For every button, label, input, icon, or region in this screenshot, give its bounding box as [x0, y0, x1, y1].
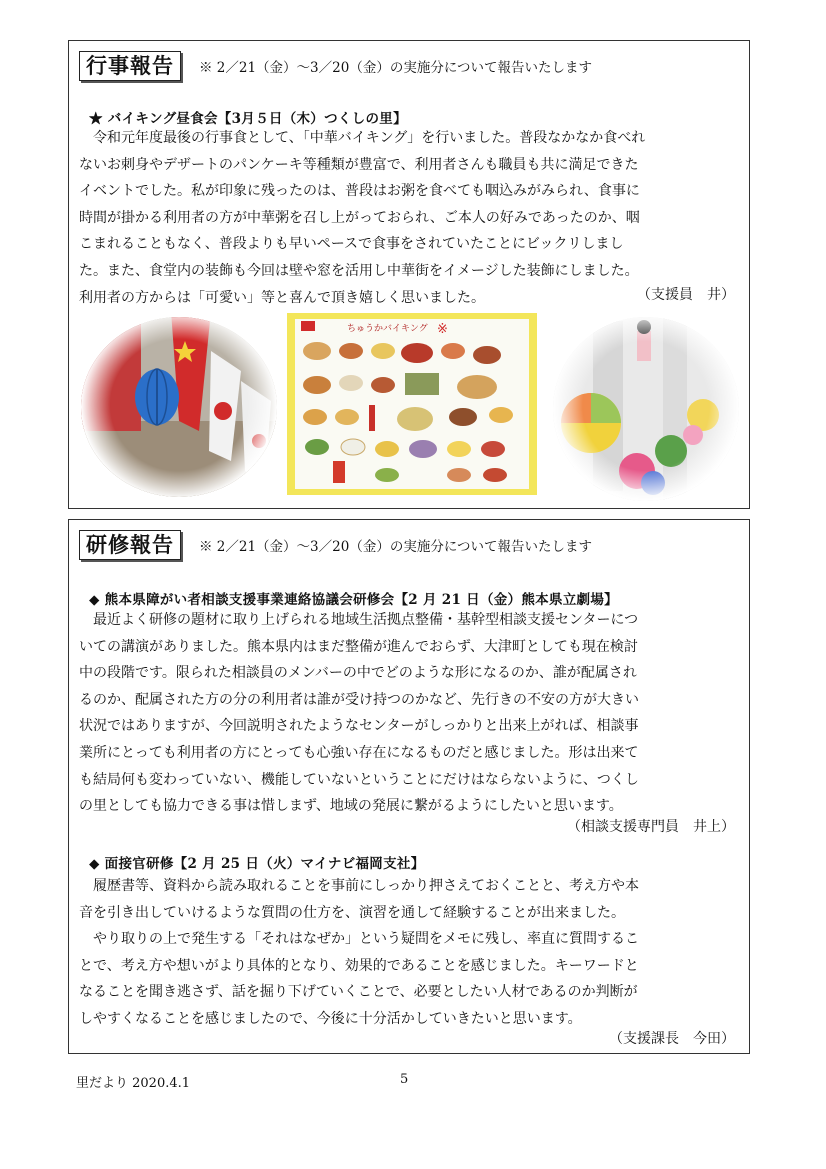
decoration-photo-right — [553, 311, 739, 501]
training-report-heading: 研修報告 — [79, 530, 181, 560]
interviewer-training-body — [79, 873, 743, 1033]
training-signature: （支援課長 今田） — [609, 1031, 735, 1047]
body-line: 履歴書等、資料から読み取れることを事前にしっかり押さえておくことと、考え方や本 — [93, 878, 639, 894]
event-report-header — [79, 51, 592, 81]
body-line: いての講演がありました。熊本県内はまだ整備が進んでおらず、大津町としても現在検討 — [79, 638, 638, 655]
decoration-photo-left — [81, 311, 277, 499]
training-report-box — [68, 519, 750, 1054]
body-line: の里としても協力できる事は惜しまず、地域の発展に繋がるようにしたいと思います。 — [79, 798, 623, 815]
body-line: 時間が掛かる利用者の方が中華粥を召し上がっておられ、ご本人の好みであったのか、咽 — [79, 209, 640, 226]
interviewer-training-title: ◆ 面接官研修【2 月 25 日（火）マイナビ福岡支社】 — [89, 856, 425, 872]
buffet-menu-poster — [287, 313, 537, 495]
buffet-lunch-title: ★ バイキング昼食会【3月５日（木）つくしの里】 — [89, 111, 407, 127]
body-line: こまれることもなく、普段よりも早いペースで食事をされていたことにビックリしまし — [79, 236, 624, 253]
body-line: 状況ではありますが、今回説明されたようなセンターがしっかりと出来上がれば、相談事 — [79, 718, 639, 735]
body-line: 中の段階です。限られた相談員のメンバーの中でどのような形になるのか、誰が配属され — [79, 665, 637, 682]
training-report-header — [79, 530, 592, 560]
seminar-signature: （相談支援専門員 井上） — [567, 819, 735, 835]
body-line: 利用者の方からは「可愛い」等と喜んで頂き嬉しく思いました。 — [79, 289, 485, 306]
seminar-body — [79, 607, 743, 820]
event-report-heading: 行事報告 — [79, 51, 181, 81]
training-report-note: ※ 2／21（金）～3／20（金）の実施分について報告いたします — [199, 539, 593, 555]
body-line: 最近よく研修の題材に取り上げられる地域生活拠点整備・基幹型相談支援センターにつ — [93, 612, 639, 628]
body-line: た。また、食堂内の装飾も今回は壁や窓を活用し中華街をイメージした装飾にしました。 — [79, 262, 639, 279]
body-line: も結局何も変わっていない、機能していないということにだけはならないように、つくし — [79, 771, 639, 788]
page-number: 5 — [400, 1072, 409, 1087]
seminar-title: ◆ 熊本県障がい者相談支援事業連絡協議会研修会【2 月 21 日（金）熊本県立劇場】 — [89, 592, 618, 608]
poster-title: ちゅうかバイキング — [347, 324, 428, 334]
body-line: しやすくなることを感じましたので、今後に十分活かしていきたいと思います。 — [79, 1010, 582, 1027]
body-line: なることを聞き逃さず、話を掘り下げていくことで、必要としたい人材であるのか判断が — [79, 984, 638, 1001]
body-line: とで、考え方や想いがより具体的となり、効果的であることを感じました。キーワードと — [79, 957, 639, 974]
body-line: るのか、配属された方の分の利用者は誰が受け持つのかなど、先行きの不安の方が大きい — [79, 691, 639, 708]
svg-text:※: ※ — [437, 322, 448, 337]
event-signature: （支援員 井） — [637, 287, 735, 303]
newsletter-footer: 里だより 2020.4.1 — [76, 1076, 191, 1091]
body-line: 業所にとっても利用者の方にとっても心強い存在になるものだと感じました。形は出来て — [79, 744, 639, 761]
event-report-note: ※ 2／21（金）～3／20（金）の実施分について報告いたします — [199, 60, 593, 76]
body-line: 音を引き出していけるような質問の仕方を、演習を通して経験することが出来ました。 — [79, 904, 625, 921]
event-report-box — [68, 40, 750, 509]
body-line: やり取りの上で発生する「それはなぜか」という疑問をメモに残し、率直に質問するこ — [93, 931, 639, 948]
body-line: ないお刺身やデザートのパンケーキ等種類が豊富で、利用者さんも職員も共に満足できた — [79, 156, 639, 173]
body-line: 令和元年度最後の行事食として、「中華バイキング」を行いました。普段なかなか食べれ — [93, 130, 646, 146]
body-line: イベントでした。私が印象に残ったのは、普段はお粥を食べても咽込みがみられ、食事に — [79, 183, 640, 200]
